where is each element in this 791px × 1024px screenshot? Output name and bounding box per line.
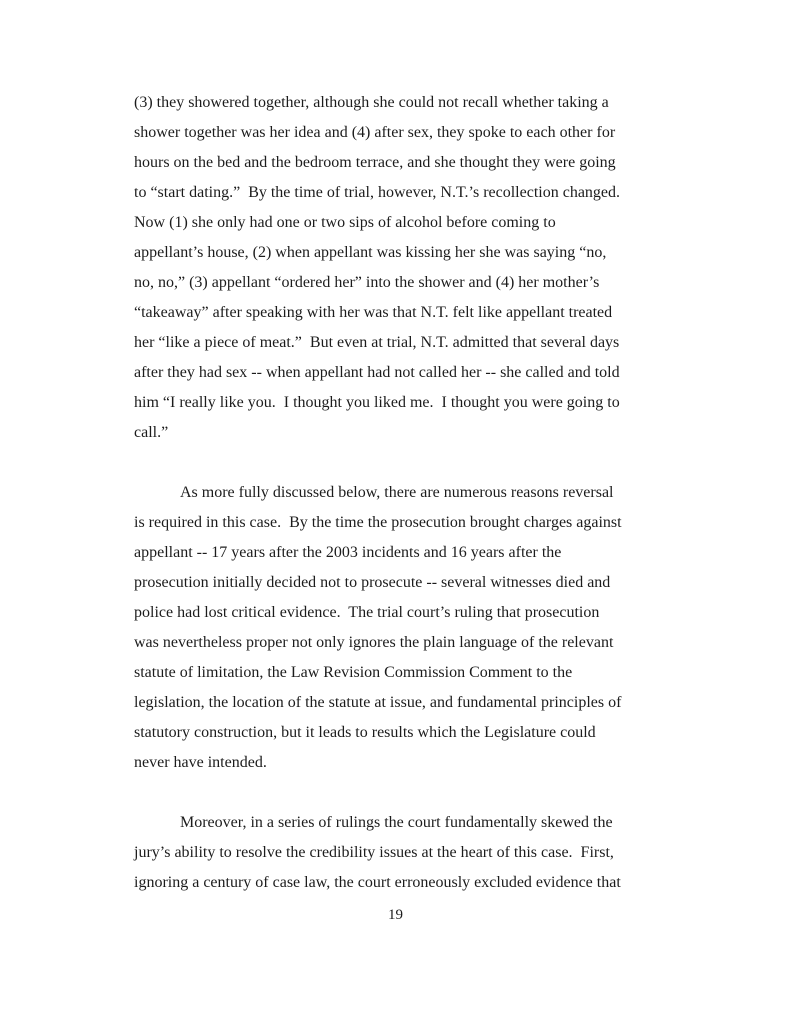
text-line: never have intended. — [134, 754, 267, 771]
page-number: 19 — [388, 907, 403, 923]
text-line: is required in this case. By the time the prosecution brought charges against — [134, 514, 622, 531]
text-line: to “start dating.” By the time of trial, however, N.T.’s recollection changed. — [134, 184, 621, 201]
paragraph-rulings-skewed — [134, 808, 754, 898]
text-line: ignoring a century of case law, the court erroneously excluded evidence that — [134, 874, 621, 891]
text-line: “takeaway” after speaking with her was that N.T. felt like appellant treated — [134, 304, 613, 321]
text-line: was nevertheless proper not only ignores the plain language of the relevant — [134, 634, 614, 651]
text-line: jury’s ability to resolve the credibility issues at the heart of this case. First, — [134, 844, 614, 861]
text-line: Now (1) she only had one or two sips of alcohol before coming to — [134, 214, 556, 231]
text-line: after they had sex -- when appellant had not called her -- she called and told — [134, 364, 620, 381]
text-line: police had lost critical evidence. The trial court’s ruling that prosecution — [134, 604, 600, 621]
text-line: prosecution initially decided not to prosecute -- several witnesses died and — [134, 574, 611, 591]
text-line: appellant -- 17 years after the 2003 incidents and 16 years after the — [134, 544, 562, 561]
text-line: no, no,” (3) appellant “ordered her” into the shower and (4) her mother’s — [134, 274, 600, 291]
text-line: appellant’s house, (2) when appellant was kissing her she was saying “no, — [134, 244, 607, 261]
text-line: her “like a piece of meat.” But even at trial, N.T. admitted that several days — [134, 334, 620, 351]
text-line: legislation, the location of the statute at issue, and fundamental principles of — [134, 694, 622, 711]
text-line: him “I really like you. I thought you liked me. I thought you were going to — [134, 394, 620, 411]
text-line: shower together was her idea and (4) after sex, they spoke to each other for — [134, 124, 616, 141]
text-line: statutory construction, but it leads to results which the Legislature could — [134, 724, 596, 741]
paragraph-continuation — [134, 88, 754, 448]
text-line: hours on the bed and the bedroom terrace, and she thought they were going — [134, 154, 616, 171]
text-line: Moreover, in a series of rulings the court fundamentally skewed the — [180, 814, 613, 831]
text-line: call.” — [134, 424, 169, 441]
text-line: (3) they showered together, although she could not recall whether taking a — [134, 94, 609, 111]
text-line: statute of limitation, the Law Revision Commission Comment to the — [134, 664, 573, 681]
text-line: As more fully discussed below, there are numerous reasons reversal — [180, 484, 614, 501]
paragraph-reversal-reasons — [134, 478, 754, 778]
body-text — [134, 88, 754, 898]
